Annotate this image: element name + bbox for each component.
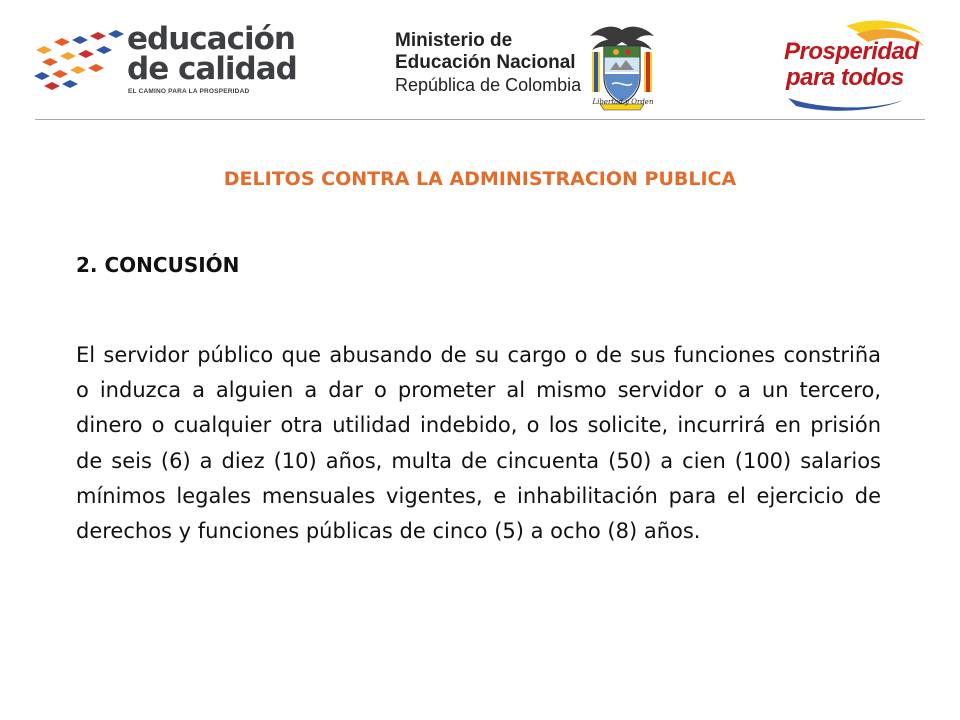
ministry-line2: Educación Nacional: [395, 52, 576, 73]
section-subtitle: 2. CONCUSIÓN: [76, 253, 240, 277]
shield-motto: Libertad y Orden: [592, 98, 654, 106]
ministry-line3: República de Colombia: [395, 75, 582, 95]
header-divider: [35, 119, 925, 120]
prosperidad-para-todos-logo: [776, 16, 926, 114]
slide-header: [0, 0, 960, 120]
prosperidad-line1: Prosperidad: [784, 38, 919, 65]
ministry-line1: Ministerio de: [395, 30, 513, 51]
slide-title: DELITOS CONTRA LA ADMINISTRACION PUBLICA: [223, 168, 737, 190]
cubes-icon: [32, 28, 124, 92]
body-paragraph: El servidor público que abusando de su cargo o de sus funciones constriña o induzca a alguien a dar o prometer al mismo servidor o a un tercero, dinero o cualquier otra utilidad indebido, o los solicite, incurrirá en prisión de seis (6) a diez (10) años, multa de cincuenta (50) a cien (100) salarios mínimos legales mensuales vigentes, e inhabilitación para el ejercicio de derechos y funciones públicas de cinco (5) a ocho (8) años.: [76, 343, 881, 544]
edu-logo-line2: de calidad: [127, 51, 297, 87]
prosperidad-line2: para todos: [786, 64, 904, 91]
educacion-de-calidad-logo: [32, 22, 302, 102]
ministry-logo: [395, 30, 580, 100]
edu-logo-tagline: EL CAMINO PARA LA PROSPERIDAD: [128, 88, 250, 95]
edu-logo-line1: educación: [127, 21, 295, 57]
